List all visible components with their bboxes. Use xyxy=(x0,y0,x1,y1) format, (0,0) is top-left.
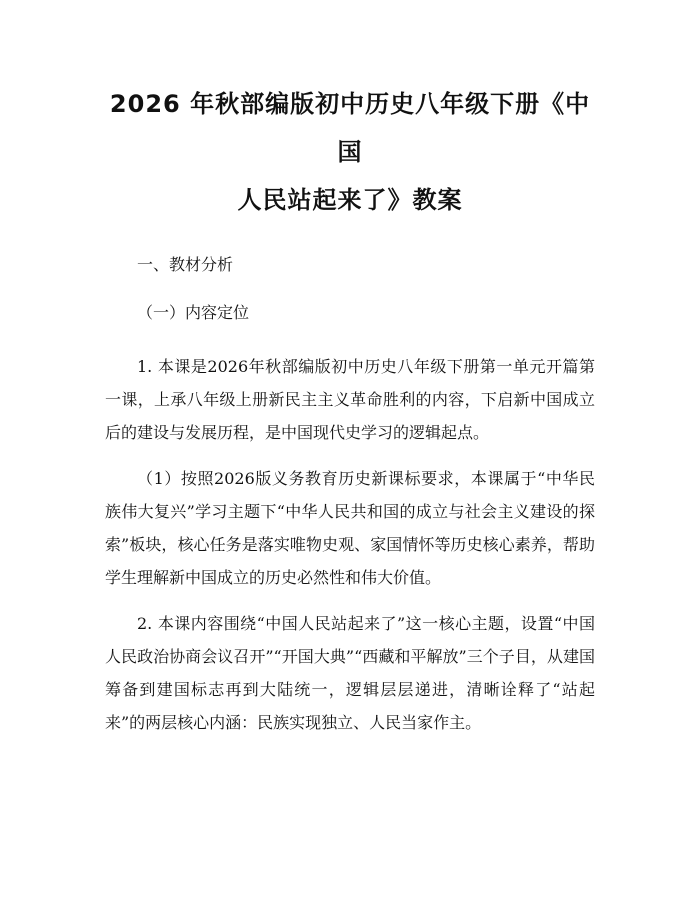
paragraph-3: 2. 本课内容围绕“中国人民站起来了”这一核心主题，设置“中国人民政治协商会议召开”“开国大典”“西藏和平解放”三个子目，从建国筹备到建国标志再到大陆统一，逻辑层层递进，清晰诠释了“站起来”的两层核心内涵：民族实现独立、人民当家作主。 xyxy=(105,614,595,732)
title-line-1: 2026 年秋部编版初中历史八年级下册《中国 xyxy=(109,90,591,166)
section-heading-teaching-material-analysis: 一、教材分析 xyxy=(137,255,234,274)
title-line-2: 人民站起来了》教案 xyxy=(237,186,463,214)
paragraph-1: 1. 本课是2026年秋部编版初中历史八年级下册第一单元开篇第一课，上承八年级上册新民主主义革命胜利的内容，下启新中国成立后的建设与发展历程，是中国现代史学习的逻辑起点。 xyxy=(105,357,595,442)
paragraph-2: （1）按照2026版义务教育历史新课标要求，本课属于“中华民族伟大复兴”学习主题下“中华人民共和国的成立与社会主义建设的探索”板块，核心任务是落实唯物史观、家国情怀等历史核心素养，帮助学生理解新中国成立的历史必然性和伟大价值。 xyxy=(105,469,595,587)
subsection-heading-content-positioning: （一）内容定位 xyxy=(137,303,250,322)
document-title xyxy=(105,0,595,224)
